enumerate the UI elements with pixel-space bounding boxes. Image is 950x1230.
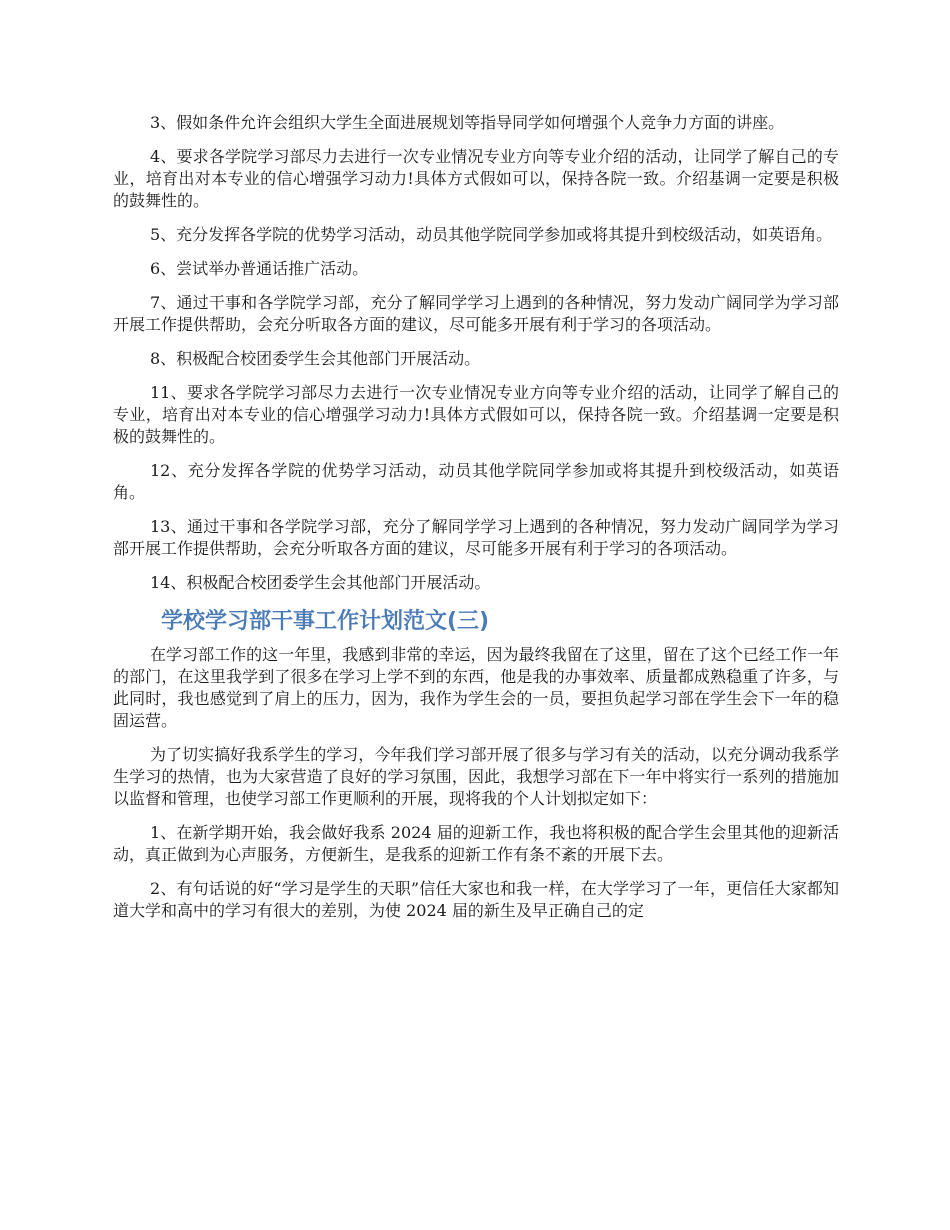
document-body [113,112,839,934]
paragraph-item-4: 4、要求各学院学习部尽力去进行一次专业情况专业方向等专业介绍的活动，让同学了解自己的专业，培育出对本专业的信心增强学习动力!具体方式假如可以，保持各院一致。介绍基调一定要是积极的鼓舞性的。 [113,147,839,210]
paragraph-item-14: 14、积极配合校团委学生会其他部门开展活动。 [150,573,491,592]
paragraph-item-5: 5、充分发挥各学院的优势学习活动，动员其他学院同学参加或将其提升到校级活动，如英语角。 [150,225,833,244]
paragraph-item-12: 12、充分发挥各学院的优势学习活动，动员其他学院同学参加或将其提升到校级活动，如英语角。 [113,461,839,502]
paragraph-purpose: 为了切实搞好我系学生的学习，今年我们学习部开展了很多与学习有关的活动，以充分调动我系学生学习的热情，也为大家营造了良好的学习氛围，因此，我想学习部在下一年中将实行一系列的措施加以监督和管理，也使学习部工作更顺利的开展，现将我的个人计划拟定如下： [113,745,839,808]
paragraph-item-6: 6、尝试举办普通话推广活动。 [150,259,369,278]
paragraph-item-11: 11、要求各学院学习部尽力去进行一次专业情况专业方向等专业介绍的活动，让同学了解自己的专业，培育出对本专业的信心增强学习动力!具体方式假如可以，保持各院一致。介绍基调一定要是积极的鼓舞性的。 [113,383,839,446]
paragraph-plan-2: 2、有句话说的好“学习是学生的天职”信任大家也和我一样，在大学学习了一年，更信任大家都知道大学和高中的学习有很大的差别，为使 2024 届的新生及早正确自己的定 [113,879,839,920]
paragraph-item-3: 3、假如条件允许会组织大学生全面进展规划等指导同学如何增强个人竞争力方面的讲座。 [150,113,785,132]
paragraph-item-7: 7、通过干事和各学院学习部，充分了解同学学习上遇到的各种情况，努力发动广阔同学为学习部开展工作提供帮助，会充分听取各方面的建议，尽可能多开展有利于学习的各项活动。 [113,293,839,334]
paragraph-item-13: 13、通过干事和各学院学习部，充分了解同学学习上遇到的各种情况，努力发动广阔同学为学习部开展工作提供帮助，会充分听取各方面的建议，尽可能多开展有利于学习的各项活动。 [113,517,839,558]
section-heading: 学校学习部干事工作计划范文(三) [161,609,490,634]
paragraph-item-8: 8、积极配合校团委学生会其他部门开展活动。 [150,349,481,368]
paragraph-plan-1: 1、在新学期开始，我会做好我系 2024 届的迎新工作，我也将积极的配合学生会里其他的迎新活动，真正做到为心声服务，方便新生，是我系的迎新工作有条不紊的开展下去。 [113,823,839,864]
paragraph-intro: 在学习部工作的这一年里，我感到非常的幸运，因为最终我留在了这里，留在了这个已经工作一年的部门，在这里我学到了很多在学习上学不到的东西，他是我的办事效率、质量都成熟稳重了许多，与此同时，我也感觉到了肩上的压力，因为，我作为学生会的一员，要担负起学习部在学生会下一年的稳固运营。 [113,645,839,730]
